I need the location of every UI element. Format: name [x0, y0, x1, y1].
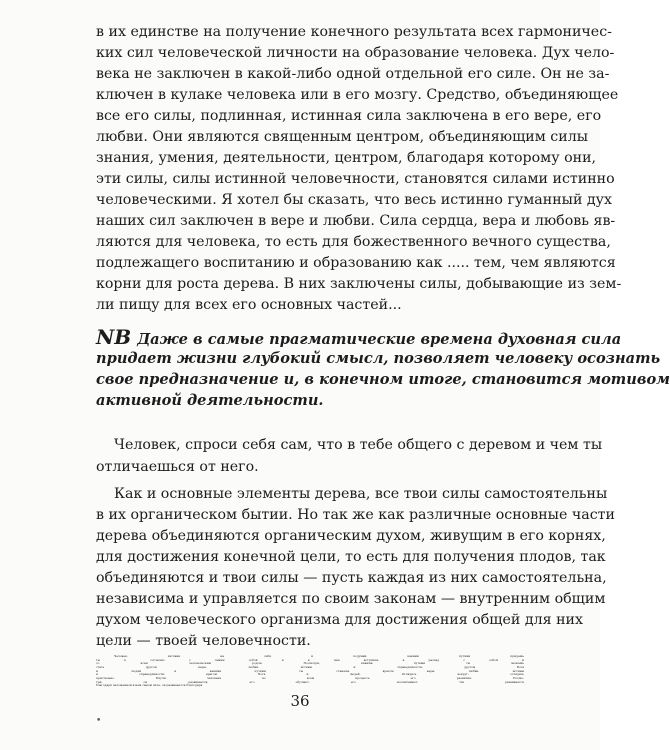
text-line: в их органическом бытии. Но так же как различные основные части	[96, 507, 615, 523]
text-line: и справедливости, врагом Бога и людей. Оглядись вокруг, оглядись	[96, 672, 524, 677]
text-line: цели — твоей человечности.	[96, 633, 311, 649]
text-line: знания, умения, деятельности, центром, благодаря которому они,	[96, 150, 597, 166]
text-line: Человек, спроси себя сам, что в тебе общего с деревом и чем ты	[114, 437, 603, 453]
margin-mark: •	[96, 716, 102, 726]
text-line: Как и основные элементы дерева, все твои силы самостоятельны	[114, 486, 608, 502]
nb-text: Даже в самые прагматические времена духовная сила	[137, 331, 622, 348]
text-line: и людей и какими путями ты станешь врагом веры, любви, истины	[96, 668, 524, 673]
text-line: наших сил заключен в вере и любви. Сила сердца, вера и любовь яв-	[96, 213, 616, 229]
text-line: пристально. Изучи человека во всем процессе его развития. Посмо-	[96, 676, 524, 680]
text-line: эти силы, силы истинной человечности, становятся силами истинно	[96, 171, 615, 187]
text-line: со всем человеческим родом. Посмотри, какими путями ты можешь	[96, 661, 524, 666]
nb-line	[96, 325, 622, 349]
text-line: подлежащего воспитанию и образованию как ..... тем, чем являются	[96, 255, 616, 271]
text-line: ких сил человеческой личности на образование человека. Дух чело-	[96, 45, 615, 61]
nb-line: свое предназначение и, в конечном итоге, становится мотивом	[96, 371, 670, 388]
page-number: 36	[290, 692, 310, 710]
text-line: ли пищу для всех его основных частей...	[96, 297, 402, 313]
nb-line: активной деятельности.	[96, 392, 324, 409]
text-line: Человек, взгляни на себя и подумай, какими путями придешь	[114, 654, 524, 658]
text-line: все его силы, подлинная, истинная сила заключена в его вере, его	[96, 108, 602, 124]
text-line: дерева объединяются органическим духом, живущим в его корнях,	[96, 528, 606, 544]
nb-tag: NB	[96, 325, 132, 349]
text-line: человеческими. Я хотел бы сказать, что весь истинно гуманный дух	[96, 192, 612, 208]
text-line: ты к согласию с самим собой и в чем вступишь в разлад с собой и	[96, 657, 524, 662]
nb-line: придает жизни глубокий смысл, позволяет человеку осознать	[96, 350, 661, 367]
text-line: объединяются и твои силы — пусть каждая из них самостоятельна,	[96, 570, 607, 586]
text-line: стать другом веры, любви, истины и справедливости, другом Бога	[96, 665, 524, 669]
text-line: три, он развивается, его обучают, его воспитывают. Он развивается	[96, 679, 524, 684]
text-line: корни для роста дерева. В них заключены силы, добывающие из зем-	[96, 276, 622, 292]
text-line: благодаря заложенной в нем самом силе, он развивается благодаря	[96, 683, 203, 688]
text-line: в их единстве на получение конечного результата всех гармоничес-	[96, 24, 612, 40]
text-line: ляются для человека, то есть для божественного вечного существа,	[96, 234, 611, 250]
text-line: века не заключен в какой-либо одной отдельной его силе. Он не за-	[96, 66, 610, 82]
text-line: любви. Они являются священным центром, объединяющим силы	[96, 129, 589, 145]
text-line: для достижения конечной цели, то есть для получения плодов, так	[96, 549, 606, 565]
text-line: независима и управляется по своим законам — внутренним общим	[96, 591, 606, 607]
text-line: ключен в кулаке человека или в его мозгу. Средство, объединяющее	[96, 87, 619, 103]
text-line: духом человеческого организма для достижения общей для них	[96, 612, 583, 628]
text-line: отличаешься от него.	[96, 459, 259, 475]
